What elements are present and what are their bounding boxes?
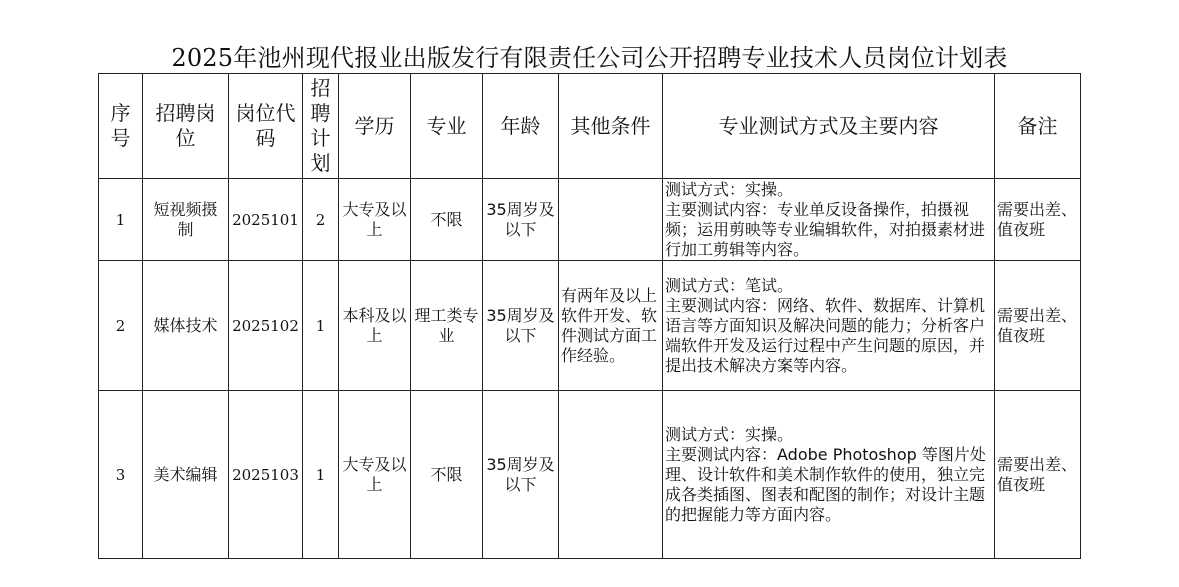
cell-other bbox=[559, 391, 663, 559]
header-education: 学历 bbox=[339, 74, 411, 179]
cell-quota: 2 bbox=[303, 179, 339, 261]
cell-major: 不限 bbox=[411, 179, 483, 261]
table-row bbox=[99, 261, 1081, 391]
cell-test bbox=[663, 261, 995, 391]
cell-quota: 1 bbox=[303, 261, 339, 391]
cell-remark: 需要出差、值夜班 bbox=[995, 179, 1081, 261]
header-quota: 招聘计划 bbox=[303, 74, 339, 179]
header-major: 专业 bbox=[411, 74, 483, 179]
test-method: 测试方式：实操。 bbox=[665, 179, 794, 199]
table-row bbox=[99, 179, 1081, 261]
cell-index: 1 bbox=[99, 179, 143, 261]
cell-education: 大专及以上 bbox=[339, 179, 411, 261]
cell-code: 2025103 bbox=[229, 391, 303, 559]
test-method: 测试方式：实操。 bbox=[665, 424, 794, 444]
recruitment-plan-table bbox=[98, 73, 1081, 559]
header-age: 年龄 bbox=[483, 74, 559, 179]
cell-education: 本科及以上 bbox=[339, 261, 411, 391]
test-method: 测试方式：笔试。 bbox=[665, 275, 794, 295]
cell-index: 3 bbox=[99, 391, 143, 559]
header-test: 专业测试方式及主要内容 bbox=[663, 74, 995, 179]
table-header-row bbox=[99, 74, 1081, 179]
cell-major: 理工类专业 bbox=[411, 261, 483, 391]
header-other: 其他条件 bbox=[559, 74, 663, 179]
cell-education: 大专及以上 bbox=[339, 391, 411, 559]
table-row bbox=[99, 391, 1081, 559]
test-content: 主要测试内容：网络、软件、数据库、计算机语言等方面知识及解决问题的能力；分析客户端软件开发及运行过程中产生问题的原因，并提出技术解决方案等内容。 bbox=[665, 295, 986, 375]
header-position: 招聘岗位 bbox=[143, 74, 229, 179]
test-content: 主要测试内容：Adobe Photoshop 等图片处理、设计软件和美术制作软件的使用，独立完成各类插图、图表和配图的制作；对设计主题的把握能力等方面内容。 bbox=[665, 444, 986, 524]
cell-test bbox=[663, 391, 995, 559]
header-code: 岗位代码 bbox=[229, 74, 303, 179]
cell-test bbox=[663, 179, 995, 261]
cell-other: 有两年及以上软件开发、软件测试方面工作经验。 bbox=[559, 261, 663, 391]
header-index: 序号 bbox=[99, 74, 143, 179]
cell-position: 媒体技术 bbox=[143, 261, 229, 391]
header-remark: 备注 bbox=[995, 74, 1081, 179]
cell-remark: 需要出差、值夜班 bbox=[995, 261, 1081, 391]
cell-position: 美术编辑 bbox=[143, 391, 229, 559]
cell-age: 35周岁及以下 bbox=[483, 261, 559, 391]
cell-age: 35周岁及以下 bbox=[483, 179, 559, 261]
cell-code: 2025101 bbox=[229, 179, 303, 261]
cell-code: 2025102 bbox=[229, 261, 303, 391]
cell-major: 不限 bbox=[411, 391, 483, 559]
cell-other bbox=[559, 179, 663, 261]
cell-quota: 1 bbox=[303, 391, 339, 559]
page-title: 2025年池州现代报业出版发行有限责任公司公开招聘专业技术人员岗位计划表 bbox=[171, 44, 1008, 72]
cell-position: 短视频摄制 bbox=[143, 179, 229, 261]
cell-remark: 需要出差、值夜班 bbox=[995, 391, 1081, 559]
cell-age: 35周岁及以下 bbox=[483, 391, 559, 559]
test-content: 主要测试内容：专业单反设备操作，拍摄视频；运用剪映等专业编辑软件，对拍摄素材进行加工剪辑等内容。 bbox=[665, 199, 986, 259]
cell-index: 2 bbox=[99, 261, 143, 391]
